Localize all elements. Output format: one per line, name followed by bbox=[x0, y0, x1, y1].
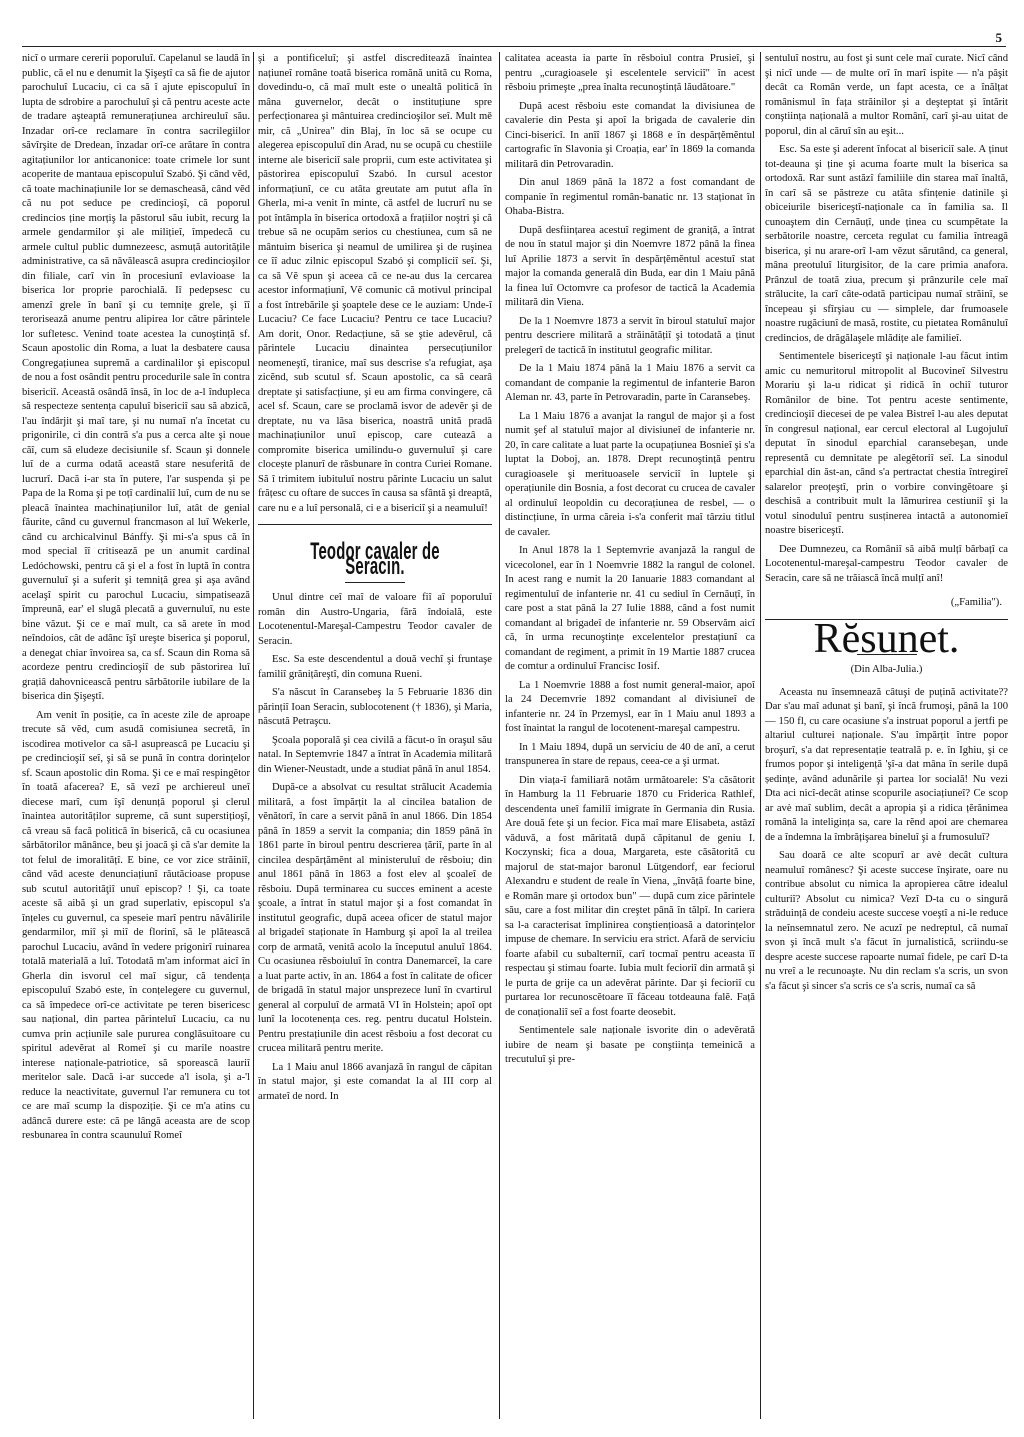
column-1 bbox=[22, 52, 250, 1419]
article-paragraph: Sentimentele bisericeştî şi naționale l-au făcut intim amic cu nemuritorul mitropolit al Bucovineî Silvestru Morariu şi la-u ridicat şi ridică în ochiî tuturor Românilor de bine. Tot pentru aceste sentimente, credincioşiî diecesei de pe valea Bistreî l-au ales deputat în congresul național, ear cercul electoral al Lugojuluî deputat în sinodul eparchial caransebeşan, unde representă cu demnitate pe alegĕtoriî seî. La sinodul eparchial din ăst-an, când s'a pertractat chestia întregireî salarelor preoțeştî, prin o vorbire convingĕtoare şi deschisă a contribuit mult la lămurirea cestiuniî şi la votul sinoduluî pentru susținerea intactă a autonomieî noastre bisericeştî. bbox=[765, 351, 1008, 536]
article-title-teodor: Teodor cavaler de Seracin. bbox=[310, 538, 440, 580]
article-paragraph: La 1 Maiu anul 1866 avanjază în rangul de căpitan în statul major, şi este comandat la al III corp al armateî de nord. In bbox=[258, 1061, 492, 1102]
article-paragraph: Esc. Sa este şi aderent înfocat al bisericiî sale. A ținut tot-deauna şi ține şi acuma foarte mult la biserica sa ortodoxă. Rar sunt astăzî familiile din starea maî înaltă, în carî să se păstreze cu atâta sfințenie datinile şi obiceiurile bisericeştî-naționale ca în familia sa. Il cunoaştem din Cernăuțî, unde ținea cu scumpĕtate la serbătorile noastre, cerceta regulat cu familia întreagă biserica, şi nu arare-orî l-am vĕzut sărutând, ca general, mâna preotuluî liturgisitor, de la care primia anafora. Prânzul de toată ziua, precum şi prânzurile cele maî strălucite, la carî câte-odată participau numaî străinî, se începeau şi sfîrşiau cu — simplele, dar frumoasele noastre rugăciunî de masă, rostite, cu pietatea Românuluî credincios, de drăgălaşele mlădițe ale familieî. bbox=[765, 144, 1008, 344]
article-paragraph: Esc. Sa este descendentul a două vechî şi fruntaşe familiî grănițăreştî, din comuna Rueni. bbox=[258, 654, 492, 680]
article-paragraph: Din anul 1869 până la 1872 a fost comandant de companie în regimentul român-banatic nr. 13 staționat în Ohaba-Bistra. bbox=[505, 177, 755, 217]
article-paragraph: Unul dintre ceî maî de valoare fiî aî poporuluî român din Austro-Ungaria, fără îndoială, este Locotenentul-Mareşal-Campestru Teodor cavaler de Seracin. bbox=[258, 592, 492, 647]
article-paragraph: nicî o urmare cererii poporuluî. Capelanul se laudă în public, că el nu e denumit la Şişeştî ca să fie de ajutor parochuluî Lucaciu, ci ca să î ajute episcopuluî în lupta de sdrobire a parochuluî şi că pentru aceste acte de tradare aşteaptă remunerațiunea archireuluî său. Inzadar orî-ce reclamare în contra sacrilegiilor săvîrşite de Dredean, înzadar orî-ce arătare în contra agitațiunilor lor anticanonice: toate crimele lor sunt acoperite de mantaua episcopuluî Szabó. Şi când vĕd, că toate machinațiunile lor se demascheasă, când vĕd că nu pot seduce pe credincioşî, că poporul credincios ține morțiş la păstorul său iubit, recurg la armele gendarmilor şi ale milițieî, împedecă cu armele cultul public dumnezeesc, asmuță autoritățile administrative, ca să năvăleascâ asupra credincioşilor din filiale, carî vin în procesiunî evlavioase la biserica lor proprie parochială. Iî pedepsesc cu amenzî grele în banî şi cu temnițe grele, şi îî terorisează anume pentru alipirea lor către părintele lor sufletesc. Venind toate acestea la cunoştință sf. Scaun apostolic din Roma, a luat la desbatere causa Congregațiunea supremă a cardinalilor şi episcopul de nou a fost osândit pentru procedurile sale în contra bisericiî. Această osândă însă, în loc de a-l îndupleca să respecteze sentența capuluî bisericiî sau să abzică, l'au îndârjit şi maî tare, şi nu numaî n'a încetat cu prigonirile, ci din contră s'a pus a cerca alte şi noue căî, cum să eludeze decisiunile sf. Scaun şi donnele luî de a curma odată această stare nesuferită de lucrurî. Dacă i-ar sta în putere, l'ar suspenda şi pe Papa de la Roma şi pe toțî cardinaliî luî, cum de nu se pleacă înaintea machinațiunilor luî, atât de genial făurite, când cu guvernul francmason al luî Wekerle, când cu archicalvinul Bánffy. Şi mi-s'a spus că în mod special îî critisează pe un anumit cardinal Ledóchowski, pentru că şi el a fost în luptă în contra guvernuluî şi a suferit şi temniță grea şi aşa având acelaşî spirit cu parochul Lucaciu, simpatisează împreună, ear' el slugă plecată a guvernuluî, nu este bine văzut. Şi ce e maî mult, ca să arete în mod neîndoios, cât de adânc îşî ureşte biserica şi poporul, a denegat chiar învoirea sa, ca sf. Scaun din Roma să acordeze pentru credincioşiî de sub păstorirea luî grațiâ dahovnicească pentru sărbătorile iubilare de la biserica din Şişeştî. bbox=[22, 53, 250, 702]
article-paragraph: Dee Dumnezeu, ca Româniî să aibă mulțî bărbațî ca Locotenentul-mareşal-campestru Teodor cavaler de Seracin, care să ne trăiască încă mulțî anî! bbox=[765, 543, 1008, 584]
section-rule bbox=[258, 524, 492, 525]
article-title-resunet: Rĕsunet. bbox=[813, 615, 960, 662]
article-paragraph: sentuluî nostru, au fost şi sunt cele maî curate. Nicî când şi nicî unde — de multe orî în marî ispite — n'a păşit decât ca Român verde, un fapt acesta, ce a înălțat românismul în fața străinilor şi a deşteptat şi întărit conştiința națională a multor Românî, carî şi-au uitat de poporul, din al căruî sîn au eşit... bbox=[765, 53, 1008, 137]
article-paragraph: Din viața-î familiară notăm următoarele: S'a căsătorit în Hamburg la 11 Februarie 1870 cu Friderica Rathlef, descendenta uneî familiî imigrate în Germania din Rusia. Are două fete şi un fecior. Fica maî mare Elisabeta, astăzî văduvă, a fost măritată după căpitanul de geniu I. Koczynski; fica a doua, Margareta, este căsătorită cu majorul de stat-major baronul Lütgendorf, ear feciorul Alexandru e student de reale în Viena, „învăță foarte bine, e Român mare şi ortodox bun" — după cum zice părintele său, care a fost militar din creştet până în tălpî. In cariera sa l-a caracterisat împlinirea conştiențioasă a datorințelor impuse de chemare. In serviciu era strict. Afară de serviciu foarte afabil cu subalterniî, carî tocmaî pentru aceasta îî respectau şi stimau foarte. Iubia mult fecioriî din armată şi le purta de grije ca un adevĕrat părinte. Dar şi fecioriî cu purtarea lor recunoscĕtoare îî făceau totdeauna falĕ. Față de conaționaliî seî a fost foarte deosebit. bbox=[505, 774, 755, 1018]
article-paragraph: După desființarea acestuî regiment de graniță, a întrat de nou în statul major şi din Noemvre 1872 până la finea luî Aprilie 1873 a servit în despărțĕmĕntul acestuî stat major la comanda generală din Buda, ear din 1 Maiu până la finea luî Octomvre ca profesor de tactică la Academia militară din Viena. bbox=[505, 224, 755, 308]
article-paragraph: La 1 Maiu 1876 a avanjat la rangul de major şi a fost numit şef al statuluî major al divisiuneî de infanterie nr. 20, în care calitate a luat parte la ocupațiunea Bosnieî şi s'a luptat la Doboj, an. 1878. Drept recunoştință pentru curagioasele şi merituoasele serviciî în luptele şi operațiunile din Bosnia, a fost decorat cu crucea de cavaler al ordinuluî leopoldin cu decorațiunea de resbel, — o distincțiune, în urma căreia i-s'a conferit maî târziu titlul de cavaler. bbox=[505, 410, 755, 538]
title-dash bbox=[345, 582, 405, 583]
article-paragraph: După-ce a absolvat cu resultat strălucit Academia militară, a fost împărțit la al cincilea batalion de vĕnătorî, în care a servit până în anul 1866. Din 1854 până în 1859 a servit la compania; din 1859 până în 1861 parte în biroul pentru descrierea țăriî, parte în al cincilea despărțămĕnt al ministeruluî de rĕsboiu; din anul 1861 până în 1863 a fost elev al şcoaleî de rĕsboiu. După terminarea cu succes eminent a aceste şcoale, a întrat în statul major şi a fost comandat în institutul geografic, după aceea oficer de statul major al brigadeî staționate în Hamburg şi apoî la al treilea corp de armată, venită acolo la începutul anuluî 1864. Cu ocasiunea rĕsboiuluî în contra Danemarceî, la care a luat parte activ, în an. 1864 a fost în calitate de oficer de brigadă în statul major unsprezece lunî în cvartirul general al corpuluî de armată VI în Holstein; apoî opt lunî la locotenența ces. reg. pentru ducatul Holstein. Pentru prestațiunile din acest rĕsboiu a fost decorat cu crucea militară pentru merite. bbox=[258, 782, 492, 1054]
article-paragraph: După acest rĕsboiu este comandat la divisiunea de cavalerie din Pesta şi apoî la brigada de cavalerie din Cinci-bisericî. In anîî 1867 şi 1868 e în despărțĕmĕntul cartografic în Slavonia şi Croația, ear' în 1869 la comanda militară din Petrovaradin. bbox=[505, 100, 755, 170]
article-paragraph: Aceasta nu însemnează câtuşi de puțină activitate?? Dar s'au maî adunat şi banî, şi încă frumoşi, până la 100 — 150 fl, cu care ocasiune s'a instruat poporul a jertfi pe altariul culturei naționale. S'au împărțit între popor broşurî, s'a dat representație teatrală p. e. în Ighiu, şi ce frumos popor şi inteligență 'şî-a dat mâna în serile după ședințe, având adunările şi partea lor socială! Nu vezi Dta aci nicî-decât atinse scopurile asociațiuneî? Ce scop ar avè maî sublim, decât a apropia şi a ridica țĕrănimea română la inteligința sa, care la rĕnd apoi are chemarea de a îndemna la îmbrățişarea bineluî şi a frumosuluî? bbox=[765, 686, 1008, 843]
article-paragraph: Am venit în posiție, ca în aceste zile de aproape trecute să vĕd, cum asudă comisiunea secretă, în iscodirea motivelor ca să-l asupreascâ pe Lucaciu şi pe credincioşiî seî, şi să se pună în contra dorințelor sf. Scaun apostolic din Roma. Şi ce e maî respingĕtor în toată afacerea? E, să vezî pe archiereul uneî diecese marî, cum îşî denunță poporul şi clerul înaintea autorităților supreme, că sunt superstițioşî, că vreau să facă politică în biserică, că cu ocasiunea sărbătorilor mânânce, beu şi joacă şi că s'ar demite la tot felul de imoralitățî. E bine, ce vor zice străiniî, când văd aceste denunciațiunî răutăcioase propuse sub scutul autorităţiî unuî episcop? ! Şi, ca toate aceste să aibă şi un grad superlativ, episcopul s'a înțeles cu guvernul, ca speseie marî pentru năvălirile gendarmilor, miî şi miî de florinî, să le plătească parochul Lucaciu, având în vedere prigonirî ruinarea totală materială a luî. Totodată m'am informat aicî în Gherla din isvorul cel maî sigur, că tendența episcopuluî Szabó este, în conțelegere cu guvernul, ca să împedece orî-ce activitate pe teren bisericesc sau național, din partea părinteluî Lucaciu, ca nu cumva prin acțiunile sale pururea conglăsuitoare cu spiritul adevĕrat al Romeî şi cu marile noastre interese naționale-patriotice, să sporească lauriî meritelor sale. Dacă i-ar succede a'l isola, şi a-'l reduce la neactivitate, guvernul l'ar remunera cu tot ce are maî scump la dispoziție. Şi ce m'a atins cu adâncă durere este: că pe lângă aceasta are de scop resbunarea în contra scaunuluî Romeî bbox=[22, 709, 250, 1141]
article-paragraph: In 1 Maiu 1894, după un serviciu de 40 de anî, a cerut transpunerea în stare de repaus, ceea-ce a şi urmat. bbox=[505, 741, 755, 767]
familia-signature: („Familia"). bbox=[950, 597, 1002, 608]
article-paragraph: De la 1 Noemvre 1873 a servit în biroul statuluî major pentru descriere militară a străinătățiî şi totodată a ținut prelegerî de tactică în institutul geografic militar. bbox=[505, 315, 755, 356]
article-paragraph: calitatea aceasta ia parte în rĕsboiul contra Prusieî, şi pentru „curagioasele şi escelentele serviciî" în acest rĕsboiu primeşte „prea înalta recunoştință lăudătoare." bbox=[505, 53, 755, 93]
article-paragraph: şi a pontificeluî; şi astfel discreditează înaintea națiuneî române toată biserica romănă unită cu Roma, dovedindu-o, că maî mult este o unealtă politică în mâna guvernelor, decât o instituțiune spre perfecționarea şi mântuirea credincioşilor seî. Mult mě mir, că „Unirea" din Blaj, în loc să se ocupe cu alegerea episcopuluî din Arad, nu se ocupă cu chestiile interne ale bisericiî sale proprii, cum este activitatea şi păstorirea episcopuluî Szabó. In cursul acestor informațiunî, ce cu atâta greutate am putut afla în Gherla, mi-a venit în minte, că astfel de lucrurî nu se pot întâmpla în biserica ortodoxă a frațiilor noştri şi că trebue să ne ocupăm serios cu chestiunea, cum să ne mântuim biserica şi neamul de umilirea şi de ruşinea ce îî aduc zilnic episcopul Szabó şi compliciî seî. Şi, ca să Vĕ spun şi aceea că ce ne-au dus la cercarea acestor informațiunî, Vĕ comunic că motivul principal a fost întrebările şi şoaptele dese ce le auziam: Unde-î Lucaciu? Ce face Lucaciu? Pentru ce tace Lucaciu? Am dorit, Onor. Redacțiune, să se ştie adevĕrul, că părintele Lucaciu dinaintea persecuțiunilor neomeneştî, tiranice, maî sus descrise s'a refugiat, aşa zicĕnd, sub scutul sf. Scaun apostolic, ca să cearâ dreptate şi satisfacțiune, şi eu am firma convingere, că acel sf. Scaun, care se proclamă isvor de adevĕr şi de dreptate, nu va lăsa biserica, noastră unită pradă machinațiunilor unuî episcop, care cuteazâ a compromite biserica umilindu-o guvernuluî şi care clocește planurî de răsbunare în contra Curiei Romane. Să î trimitem iubituluî nostru părinte Lucaciu un salut frățesc cu oftare de succes în causa sa sfântă şi dreaptă, care nu e a luî personală, ci e a bisericiî şi a neamuluî! bbox=[258, 53, 492, 514]
article-paragraph: S'a născut în Caransebeş la 5 Februarie 1836 din părințiî Ioan Seracin, sublocotenent († 1836), şi Maria, născută Petraşcu. bbox=[258, 687, 492, 727]
article-paragraph: Sentimentele sale naționale isvorite din o adevĕrată iubire de neam şi basate pe conştiința temeinică a trecutuluî şi pre- bbox=[505, 1025, 755, 1065]
page-number: 5 bbox=[995, 30, 1002, 45]
article-paragraph: La 1 Noemvrie 1888 a fost numit general-maior, apoî la 24 Decemvrie 1892 comandant al divisiuneî de infanterie nr. 24 în Przemysl, ear în 1 Maiu anul 1893 a fost înaintat la rangul de locotenent-mareşal campestru. bbox=[505, 679, 755, 734]
column-divider bbox=[760, 52, 761, 1419]
column-divider bbox=[253, 52, 254, 1419]
article-paragraph: De la 1 Maiu 1874 până la 1 Maiu 1876 a servit ca comandant de companie la regimentul de infanterie Baron Aleman nr. 43, parte în Petrovaradin, parte în Caransebeş. bbox=[505, 363, 755, 403]
column-2 bbox=[258, 52, 492, 1419]
header-rule bbox=[22, 46, 1006, 47]
article-source: (Din Alba-Julia.) bbox=[850, 664, 923, 675]
column-3 bbox=[505, 52, 755, 1419]
article-paragraph: In Anul 1878 la 1 Septemvrie avanjază la rangul de vicecolonel, ear în 1 Noemvrie 1882 la rangul de colonel. In acest rang e numit la 20 Ianuarie 1883 comandant al regimentuluî de infanterie nr. 41 cu sediul în Cernăuțî, în care post a stat până la 27 Iulie 1888, când a fost numit comandant al brigadeî de infanterie nr. 59 Observăm aicî că, în urma recunoştințe excelentelor prestațiunî ca comandant de regiment, a primit în 19 Martie 1887 crucea de comtur a ordinuluî Francisc Iosif. bbox=[505, 545, 755, 672]
article-paragraph: Şcoala poporală şi cea civilă a făcut-o în oraşul său natal. In Septemvrie 1847 a întrat în Academia militară din Wiener-Neustadt, unde a studiat până în anul 1854. bbox=[258, 734, 492, 775]
column-divider bbox=[499, 52, 500, 1419]
column-4 bbox=[765, 52, 1008, 1419]
article-paragraph: Sau doară ce alte scopurî ar avè decât cultura neamuluî românesc? Şi aceste succese înşirate, oare nu contribue absolut cu nimica la apropierea către idealul culturiî? Absolut cu nimica? Vezî D-ta cu o singură străduință de condeiu aceste succese voeştî a ni-le reduce la neînsemnatul zero. Ne acuzî pe nedreptul, că numaî svon şi încă mult s'a făcut în jurnalistică, scriindu-se despre aceste succese rapoarte numaî fidele, pe carî D-ta nu vreî a le recunoaşte. Nu din reclam s'a scris, un svon s'a făcut şi sincer s'a scris ce s'a scris, numaî ca să bbox=[765, 850, 1008, 992]
